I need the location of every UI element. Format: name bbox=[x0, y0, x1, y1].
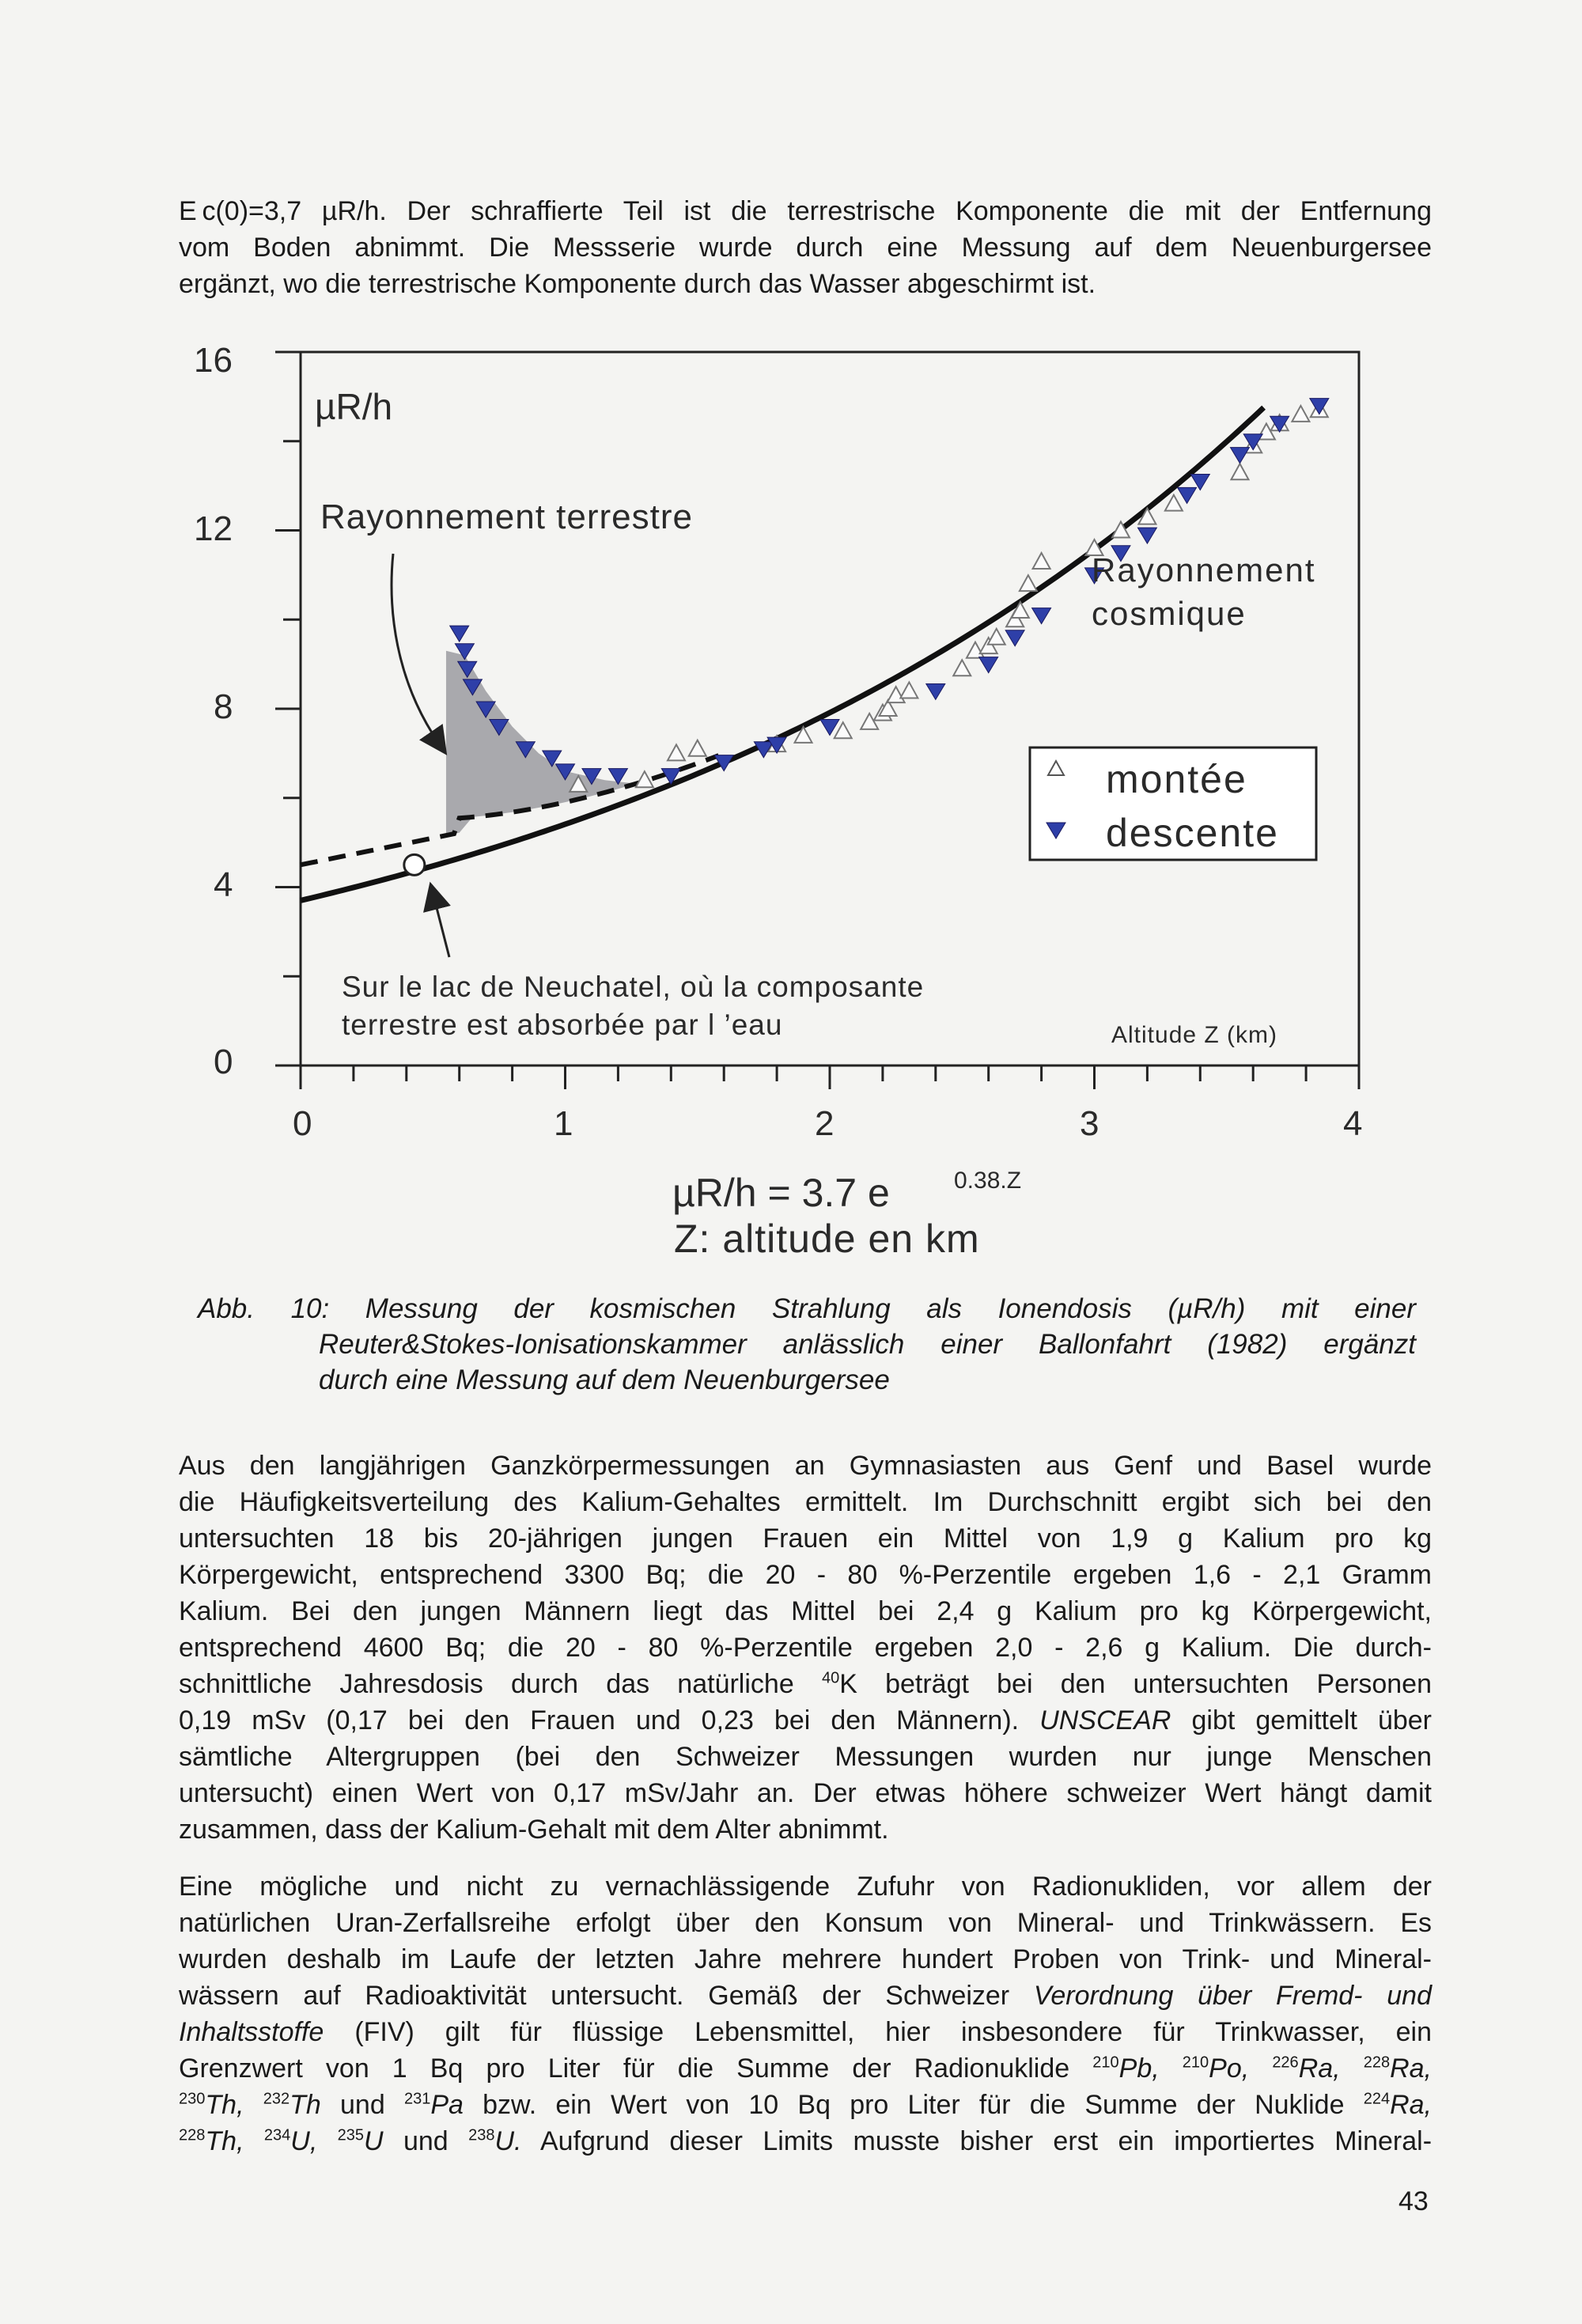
y-tick-label-12: 12 bbox=[194, 509, 233, 548]
nuclide: Ra, bbox=[1390, 2090, 1432, 2120]
point-montee bbox=[1165, 495, 1183, 511]
terrestrial-arrow bbox=[392, 554, 439, 744]
caption-line: durch eine Messung auf dem Neuenburgersee bbox=[319, 1364, 890, 1395]
lake-point bbox=[404, 854, 425, 875]
y-tick-label-0: 0 bbox=[214, 1043, 233, 1081]
text-line: entsprechend 4600 Bq; die 20 - 80 %-Perzentile ergeben 2,0 - 2,6 g Kalium. Die durch- bbox=[179, 1633, 1432, 1663]
text-line: untersuchten 18 bis 20-jährigen jungen Frauen ein Mittel von 1,9 g Kalium pro kg bbox=[179, 1523, 1432, 1554]
point-montee bbox=[1231, 464, 1248, 479]
text-line: Eine mögliche und nicht zu vernachlässigende Zufuhr von Radionukliden, vor allem der bbox=[179, 1872, 1432, 1902]
intro-line: ergänzt, wo die terrestrische Komponente durch das Wasser abgeschirmt ist. bbox=[179, 269, 1096, 299]
nuclide: Th bbox=[290, 2090, 321, 2120]
point-descente bbox=[979, 657, 998, 673]
formula-main: µR/h = 3.7 e bbox=[672, 1171, 890, 1215]
isotope-superscript: 224 bbox=[1363, 2090, 1391, 2108]
text-fragment: (FIV) gilt für flüssige Lebensmittel, hier insbesondere für Trinkwasser, ein bbox=[354, 2017, 1432, 2047]
isotope-superscript: 232 bbox=[263, 2090, 290, 2108]
nuclide: Pa bbox=[430, 2090, 464, 2120]
x-tick-label-1: 1 bbox=[554, 1104, 573, 1143]
y-tick-label-16: 16 bbox=[194, 341, 233, 380]
caption-line: Reuter&Stokes-Ionisationskammer anlässlich einer Ballonfahrt (1982) ergänzt bbox=[319, 1329, 1416, 1360]
terrestrial-label: Rayonnement terrestre bbox=[320, 498, 693, 536]
isotope-superscript: 210 bbox=[1092, 2053, 1119, 2072]
point-montee bbox=[988, 629, 1005, 645]
figure-caption bbox=[198, 1291, 1416, 1398]
x-tick-label-0: 0 bbox=[293, 1104, 312, 1143]
lake-label-line1: Sur le lac de Neuchatel, où la composante bbox=[342, 971, 925, 1003]
lake-label-line2: terrestre est absorbée par l ’eau bbox=[342, 1009, 783, 1041]
text-line: wurden deshalb im Laufe der letzten Jahre mehrere hundert Proben von Trink- und Mineral- bbox=[179, 1944, 1432, 1974]
isotope-superscript: 234 bbox=[263, 2126, 291, 2144]
point-montee bbox=[953, 660, 971, 676]
text-line: untersucht) einen Wert von 0,17 mSv/Jahr an. Der etwas höhere schweizer Wert hängt damit bbox=[179, 1778, 1432, 1808]
text-line bbox=[179, 1702, 1432, 1739]
nuclide: Ra, bbox=[1298, 2053, 1341, 2084]
x-tick-label-4: 4 bbox=[1343, 1104, 1363, 1143]
point-montee bbox=[689, 740, 706, 756]
x-tick-label-2: 2 bbox=[815, 1104, 835, 1143]
y-tick-labels bbox=[194, 341, 233, 1081]
point-montee bbox=[1292, 406, 1309, 422]
point-descente bbox=[926, 683, 945, 699]
text-line: Kalium. Bei den jungen Männern liegt das Mittel bei 2,4 g Kalium pro kg Körpergewicht, bbox=[179, 1596, 1432, 1626]
legend-label-descente: descente bbox=[1106, 811, 1279, 855]
text-fragment: Grenzwert von 1 Bq pro Liter für die Summe der Radionuklide bbox=[179, 2053, 1070, 2084]
nuclide: Th, bbox=[205, 2090, 244, 2120]
text-line: sämtliche Altergruppen (bei den Schweizer Messungen wurden nur junge Menschen bbox=[179, 1742, 1432, 1772]
paragraph-mineral-water bbox=[179, 1868, 1432, 2159]
text-line: die Häufigkeitsverteilung des Kalium-Gehaltes ermittelt. Im Durchschnitt ergibt sich bei den bbox=[179, 1487, 1432, 1517]
text-line: Körpergewicht, entsprechend 3300 Bq; die 20 - 80 %-Perzentile ergeben 1,6 - 2,1 Gramm bbox=[179, 1560, 1432, 1590]
text-fragment: Aufgrund dieser Limits musste bisher erst ein importiertes Mineral- bbox=[539, 2126, 1433, 2156]
italic-term: Verordnung über Fremd- und bbox=[1033, 1981, 1432, 2011]
point-montee bbox=[668, 744, 685, 760]
legend-label-montee: montée bbox=[1106, 757, 1247, 801]
formula-exponent: 0.38.Z bbox=[954, 1168, 1022, 1194]
point-montee bbox=[861, 713, 878, 729]
cosmic-label-line1: Rayonnement bbox=[1092, 551, 1316, 589]
text-line: natürlichen Uran-Zerfallsreihe erfolgt über den Konsum von Mineral- und Trinkwässern. Es bbox=[179, 1908, 1432, 1938]
text-fragment: 0,19 mSv (0,17 bei den Frauen und 0,23 bei den Männern). bbox=[179, 1705, 1020, 1735]
nuclide: Ra, bbox=[1390, 2053, 1432, 2084]
text-line bbox=[179, 1978, 1432, 2014]
isotope-superscript: 228 bbox=[1363, 2053, 1391, 2072]
text-line: Aus den langjährigen Ganzkörpermessungen an Gymnasiasten aus Genf und Basel wurde bbox=[179, 1451, 1432, 1481]
text-fragment: und bbox=[403, 2126, 448, 2156]
point-descente bbox=[1178, 487, 1197, 503]
point-descente bbox=[1137, 528, 1156, 543]
nuclide: Po, bbox=[1209, 2053, 1250, 2084]
intro-line: E c(0)=3,7 µR/h. Der schraffierte Teil ist die terrestrische Komponente die mit der Entfernung bbox=[179, 196, 1432, 226]
point-descente bbox=[1032, 608, 1051, 624]
isotope-superscript: 228 bbox=[179, 2126, 206, 2144]
x-tick-label-3: 3 bbox=[1080, 1104, 1099, 1143]
point-descente bbox=[450, 626, 469, 642]
nuclide: U, bbox=[290, 2126, 318, 2156]
y-tick-label-8: 8 bbox=[214, 687, 233, 726]
text-line bbox=[179, 2050, 1432, 2087]
isotope-superscript: 226 bbox=[1272, 2053, 1299, 2072]
text-fragment: gibt gemittelt über bbox=[1191, 1705, 1433, 1735]
cosmic-label-line2: cosmique bbox=[1092, 595, 1247, 632]
isotope-superscript: 210 bbox=[1182, 2053, 1209, 2072]
lake-arrow bbox=[433, 895, 449, 957]
paragraph-potassium bbox=[179, 1448, 1432, 1848]
text-line bbox=[179, 2087, 1432, 2123]
isotope-superscript: 231 bbox=[403, 2090, 431, 2108]
x-tick-labels bbox=[293, 1104, 1362, 1143]
point-montee bbox=[636, 771, 653, 787]
point-montee bbox=[835, 722, 852, 738]
text-line bbox=[179, 2014, 1432, 2050]
point-montee bbox=[1033, 553, 1050, 569]
unit-label: µR/h bbox=[315, 386, 393, 427]
nuclide: U bbox=[364, 2126, 384, 2156]
intro-line: vom Boden abnimmt. Die Messserie wurde durch eine Messung auf dem Neuenburgersee bbox=[179, 233, 1432, 263]
x-axis-label: Altitude Z (km) bbox=[1111, 1022, 1278, 1048]
point-montee bbox=[900, 682, 918, 698]
nuclide: Th, bbox=[205, 2126, 244, 2156]
isotope-superscript: 235 bbox=[337, 2126, 365, 2144]
text-fragment: und bbox=[340, 2090, 385, 2120]
text-line bbox=[179, 1666, 1432, 1702]
point-montee bbox=[1020, 575, 1037, 591]
point-descente bbox=[1230, 448, 1249, 464]
italic-term: Inhaltsstoffe bbox=[179, 2017, 324, 2047]
isotope-superscript: 238 bbox=[468, 2126, 495, 2144]
text-fragment: K beträgt bei den untersuchten Personen bbox=[839, 1669, 1432, 1699]
isotope-superscript: 230 bbox=[179, 2090, 206, 2108]
page-number: 43 bbox=[1398, 2186, 1429, 2216]
nuclide: U. bbox=[494, 2126, 522, 2156]
text-fragment: wässern auf Radioaktivität untersucht. Gemäß der Schweizer bbox=[179, 1981, 1010, 2011]
text-fragment: schnittliche Jahresdosis durch das natürliche bbox=[179, 1669, 794, 1699]
text-line: zusammen, dass der Kalium-Gehalt mit dem Alter abnimmt. bbox=[179, 1815, 889, 1845]
nuclide: Pb, bbox=[1118, 2053, 1160, 2084]
formula-note: Z: altitude en km bbox=[674, 1217, 980, 1261]
text-line bbox=[179, 2123, 1432, 2159]
point-descente bbox=[1005, 630, 1024, 646]
y-tick-label-4: 4 bbox=[214, 865, 233, 904]
italic-term: UNSCEAR bbox=[1039, 1705, 1171, 1735]
isotope-superscript: 40 bbox=[821, 1669, 840, 1687]
text-fragment: bzw. ein Wert von 10 Bq pro Liter für die Summe der Nuklide bbox=[483, 2090, 1345, 2120]
caption-line: Abb. 10: Messung der kosmischen Strahlung als Ionendosis (µR/h) mit einer bbox=[198, 1293, 1416, 1324]
